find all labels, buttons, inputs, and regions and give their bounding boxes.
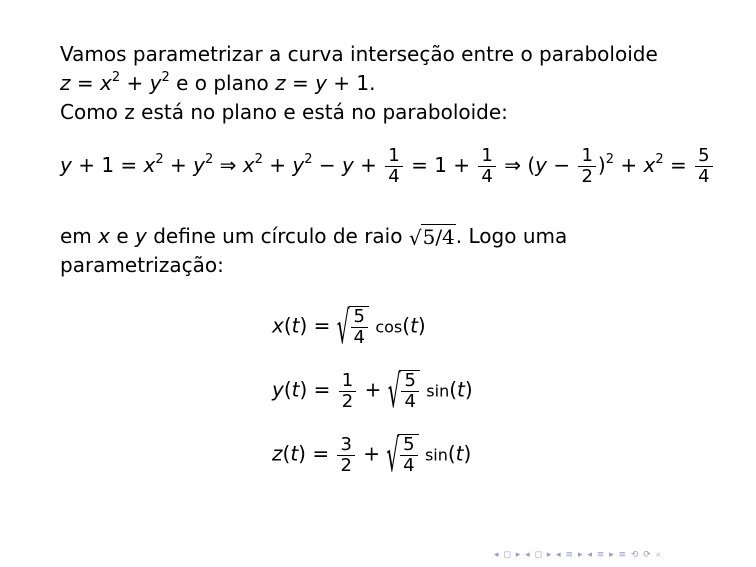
fraction-one-quarter: $\frac{1}{4}$ bbox=[385, 146, 402, 187]
fraction-one-quarter-2: $\frac{1}{4}$ bbox=[478, 146, 495, 187]
equation-z-t: z(t) = $\frac{3}{2}$ + √ $\frac{5}{4}$ sin(t) bbox=[272, 428, 472, 482]
radius-sqrt: √5/4 bbox=[408, 224, 455, 251]
fraction-three-halves: $\frac{3}{2}$ bbox=[337, 435, 354, 476]
conclusion-line-2: parametrização: bbox=[60, 253, 224, 277]
sqrt-five-quarters-z: √ $\frac{5}{4}$ bbox=[386, 434, 418, 476]
sqrt-five-quarters: √ $\frac{5}{4}$ bbox=[337, 306, 369, 348]
intro-line-2-text: e o plano bbox=[176, 71, 269, 95]
intro-line-3: Como z está no plano e está no paraboloide: bbox=[60, 100, 508, 124]
beamer-navigation-bar[interactable]: ◂ ◻ ▸ ◂ ◻ ▸ ◂ ≡ ▸ ◂ ≡ ▸ ≡ ⟲ ⟳ ⌕ bbox=[494, 550, 662, 560]
intro-line-1: Vamos parametrizar a curva interseção entre o paraboloide bbox=[60, 42, 658, 66]
equation-y-t: y(t) = $\frac{1}{2}$ + √ $\frac{5}{4}$ sin(t) bbox=[272, 364, 473, 418]
fraction-one-half: $\frac{1}{2}$ bbox=[578, 146, 595, 187]
sqrt-five-quarters-y: √ $\frac{5}{4}$ bbox=[388, 370, 420, 412]
conclusion-line-1: em x e y define um círculo de raio √5/4. Logo uma bbox=[60, 224, 568, 251]
fraction-five-quarters: $\frac{5}{4}$ bbox=[695, 146, 712, 187]
derivation-equation: $y + 1 = x^2 + y^2$ ⇒ $x^2 + y^2 - y$ + $\frac{1}{4}$ = 1 + $\frac{1}{4}$ ⇒ (y − $\frac{1}{2}$ )$^2 + x^2$ = $\frac{5}{4}$ bbox=[60, 146, 715, 187]
intro-line-2: $z = x^2 + y^2$ e o plano z = y + 1. bbox=[60, 70, 376, 95]
fraction-one-half-y: $\frac{1}{2}$ bbox=[339, 371, 356, 412]
equation-x-t: x(t) = √ $\frac{5}{4}$ cos(t) bbox=[272, 300, 426, 354]
